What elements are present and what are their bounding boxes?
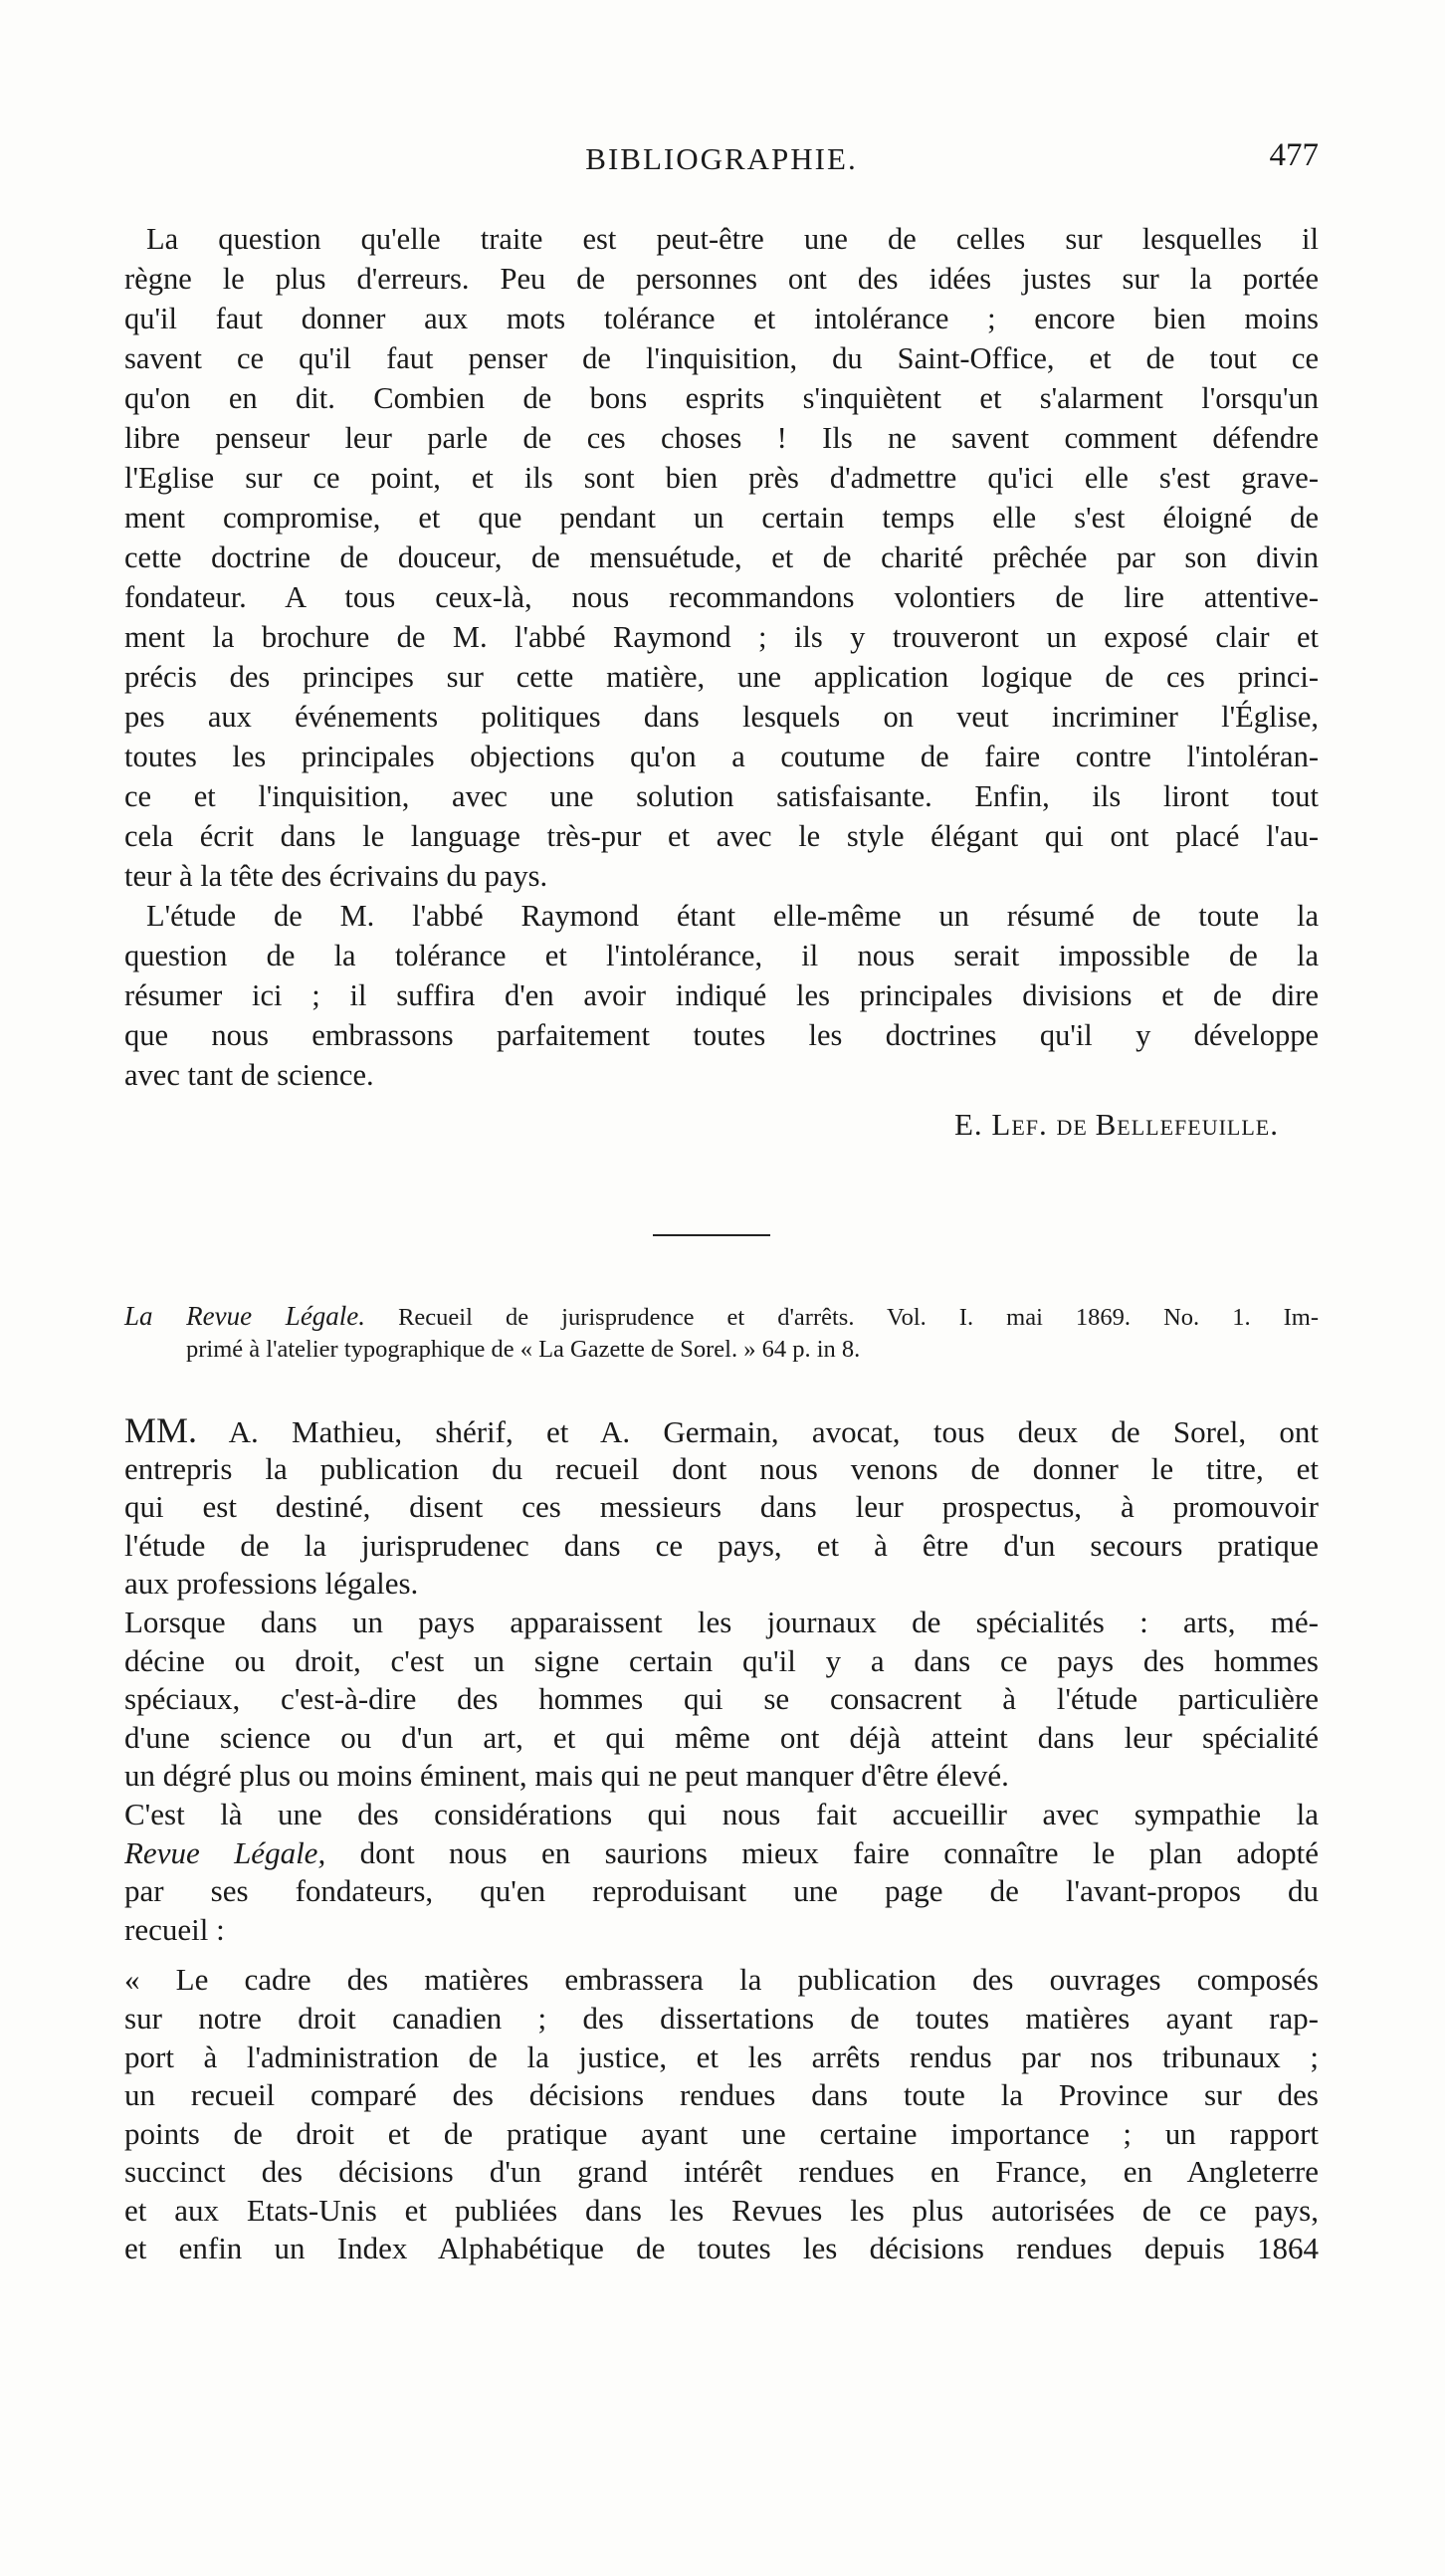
- opening-rest: A. Mathieu, shérif, et A. Germain, avocat, tous deux de Sorel, ont: [228, 1414, 1319, 1449]
- running-title: BIBLIOGRAPHIE.: [585, 141, 858, 176]
- first-paragraph: [124, 219, 1319, 896]
- text-line: cela écrit dans le language très-pur et avec le style élégant qui ont placé l'au-: [124, 819, 1319, 853]
- journal-title: La Revue Légale.: [124, 1301, 366, 1331]
- text-line: [124, 1834, 1319, 1873]
- text-line: succinct des décisions d'un grand intérêt rendues en France, en Angleterre: [124, 2154, 1319, 2190]
- text-line: pes aux événements politiques dans lesquels on veut incriminer l'Église,: [124, 700, 1319, 734]
- author-signature: [124, 1107, 1279, 1143]
- text-line: résumer ici ; il suffira d'en avoir indiqué les principales divisions et de dire: [124, 978, 1319, 1012]
- text-line: précis des principes sur cette matière, une application logique de ces princi-: [124, 660, 1319, 694]
- text-line: ce et l'inquisition, avec une solution satisfaisante. Enfin, ils liront tout: [124, 779, 1319, 813]
- journal-name-inline: Revue Légale,: [124, 1834, 326, 1870]
- citation-line: primé à l'atelier typographique de « La Gazette de Sorel. » 64 p. in 8.: [186, 1336, 861, 1363]
- text-line: recueil :: [124, 1911, 225, 1947]
- running-head: [124, 137, 1319, 185]
- text-line: L'étude de M. l'abbé Raymond étant elle-même un résumé de toute la: [146, 899, 1319, 933]
- text-line: cette doctrine de douceur, de mensuétude, et de charité prêchée par son divin: [124, 540, 1319, 574]
- text-line: ment compromise, et que pendant un certain temps elle s'est éloigné de: [124, 501, 1319, 535]
- text-line: points de droit et de pratique ayant une certaine importance ; un rapport: [124, 2115, 1319, 2151]
- text-span: dont nous en saurions mieux faire connaître le plan adopté: [359, 1834, 1319, 1870]
- text-line: un dégré plus ou moins éminent, mais qui ne peut manquer d'être élevé.: [124, 1758, 1009, 1794]
- text-line: sur notre droit canadien ; des dissertations de toutes matières ayant rap-: [124, 2000, 1319, 2036]
- text-line: que nous embrassons parfaitement toutes les doctrines qu'il y développe: [124, 1018, 1319, 1052]
- text-line: l'étude de la jurisprudenec dans ce pays, et à être d'un secours pratique: [124, 1527, 1319, 1563]
- text-line: un recueil comparé des décisions rendues dans toute la Province sur des: [124, 2077, 1319, 2113]
- text-line: [124, 1411, 1319, 1450]
- review-citation: [124, 1300, 1319, 1366]
- signature-surname: Bellefeuille.: [1095, 1107, 1279, 1142]
- text-line: qu'il faut donner aux mots tolérance et intolérance ; encore bien moins: [124, 302, 1319, 335]
- text-line: C'est là une des considérations qui nous fait accueillir avec sympathie la: [124, 1796, 1319, 1831]
- text-line: Lorsque dans un pays apparaissent les journaux de spécialités : arts, mé-: [124, 1604, 1319, 1639]
- text-line: l'Eglise sur ce point, et ils sont bien près d'admettre qu'ici elle s'est grave-: [124, 461, 1319, 495]
- citation-details: Recueil de jurisprudence et d'arrêts. Vol. I. mai 1869. No. 1. Im-: [398, 1304, 1319, 1331]
- page-number: 477: [1269, 137, 1319, 173]
- text-line: teur à la tête des écrivains du pays.: [124, 859, 548, 893]
- text-line: d'une science ou d'un art, et qui même ont déjà atteint dans leur spécialité: [124, 1719, 1319, 1755]
- text-line: règne le plus d'erreurs. Peu de personnes ont des idées justes sur la portée: [124, 262, 1319, 296]
- text-line: et enfin un Index Alphabétique de toutes les décisions rendues depuis 1864: [124, 2231, 1319, 2266]
- text-line: La question qu'elle traite est peut-être une de celles sur lesquelles il: [146, 222, 1319, 256]
- section-divider: [653, 1234, 770, 1236]
- text-line: par ses fondateurs, qu'en reproduisant une page de l'avant-propos du: [124, 1873, 1319, 1909]
- text-line: qu'on en dit. Combien de bons esprits s'inquiètent et s'alarment l'orsqu'un: [124, 381, 1319, 415]
- text-line: toutes les principales objections qu'on a coutume de faire contre l'intoléran-: [124, 740, 1319, 773]
- text-line: « Le cadre des matières embrassera la publication des ouvrages composés: [124, 1962, 1319, 1998]
- review-text: [124, 1411, 1319, 2268]
- text-line: libre penseur leur parle de ces choses ! Ils ne savent comment défendre: [124, 421, 1319, 455]
- citation-line: [124, 1300, 1319, 1333]
- text-line: savent ce qu'il faut penser de l'inquisition, du Saint-Office, et de tout ce: [124, 341, 1319, 375]
- text-line: entrepris la publication du recueil dont nous venons de donner le titre, et: [124, 1450, 1319, 1486]
- text-line: avec tant de science.: [124, 1058, 374, 1092]
- text-line: fondateur. A tous ceux-là, nous recommandons volontiers de lire attentive-: [124, 580, 1319, 614]
- text-line: ment la brochure de M. l'abbé Raymond ; ils y trouveront un exposé clair et: [124, 620, 1319, 654]
- text-line: et aux Etats-Unis et publiées dans les Revues les plus autorisées de ce pays,: [124, 2192, 1319, 2228]
- text-line: aux professions légales.: [124, 1566, 419, 1602]
- text-line: qui est destiné, disent ces messieurs dans leur prospectus, à promouvoir: [124, 1489, 1319, 1525]
- signature-initials: E. Lef. de: [953, 1107, 1088, 1142]
- text-line: spéciaux, c'est-à-dire des hommes qui se consacrent à l'étude particulière: [124, 1681, 1319, 1717]
- text-line: question de la tolérance et l'intolérance, il nous serait impossible de la: [124, 939, 1319, 972]
- text-line: décine ou droit, c'est un signe certain qu'il y a dans ce pays des hommes: [124, 1642, 1319, 1678]
- opening-word: MM.: [124, 1410, 198, 1450]
- second-paragraph: [124, 896, 1319, 1095]
- text-line: port à l'administration de la justice, et les arrêts rendus par nos tribunaux ;: [124, 2039, 1319, 2074]
